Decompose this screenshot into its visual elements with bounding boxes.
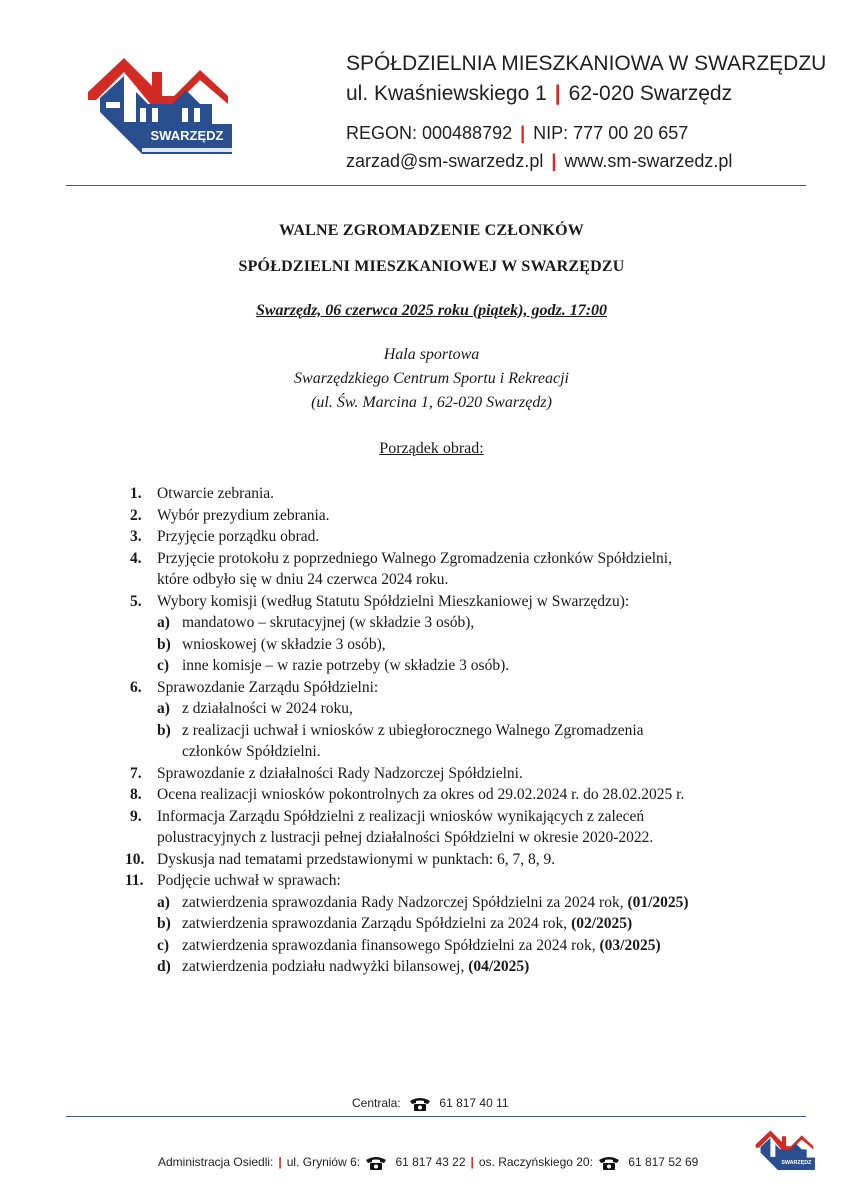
agenda-item <box>0 548 761 591</box>
subitem-text: inne komisje – w razie potrzeby (w składzie 3 osób). <box>182 657 510 674</box>
item-number: 7. <box>130 764 142 782</box>
agenda-subitem <box>0 698 762 720</box>
agenda-subitem <box>0 892 762 914</box>
office-1-address: ul. Gryniów 6: <box>286 1155 361 1170</box>
office-1-phone[interactable]: 61 817 43 22 <box>395 1155 466 1170</box>
title-line-1: WALNE ZGROMADZENIE CZŁONKÓW <box>279 222 584 239</box>
item-text: Ocena realizacji wniosków pokontrolnych za okres od 29.02.2024 r. do 28.02.2025 r. <box>157 786 685 803</box>
agenda-item <box>0 806 761 849</box>
org-registry <box>346 123 688 144</box>
agenda-item <box>0 591 761 613</box>
venue-line-1: Hala sportowa <box>383 346 480 363</box>
subitem-text: z realizacji uchwał i wniosków z ubiegłorocznego Walnego Zgromadzenia <box>182 721 644 739</box>
item-number: 5. <box>130 592 142 610</box>
subitem-text: mandatowo – skrutacyjnej (w składzie 3 osób), <box>182 614 475 631</box>
item-number: 8. <box>130 786 142 803</box>
logo-text: SWARZĘDZ <box>150 128 224 143</box>
resolution-number: (02/2025) <box>571 915 633 932</box>
agenda-subitem <box>0 935 762 957</box>
separator: | <box>470 1155 474 1170</box>
telephone-icon <box>364 1155 388 1171</box>
agenda-item <box>0 870 761 892</box>
item-number: 3. <box>130 528 142 545</box>
agenda-item <box>0 526 761 548</box>
resolution-number: (04/2025) <box>468 958 530 975</box>
subitem-text-continued: członków Spółdzielni. <box>182 743 321 760</box>
item-text: Wybór prezydium zebrania. <box>157 506 330 524</box>
meeting-date: Swarzędz, 06 czerwca 2025 roku (piątek), godz. 17:00 <box>255 302 608 319</box>
item-number: 9. <box>130 807 142 825</box>
item-text-continued: które odbyło się w dniu 24 czerwca 2024 roku. <box>157 571 449 588</box>
centrala-phone[interactable]: 61 817 40 11 <box>439 1096 509 1111</box>
venue-line-3: (ul. Św. Marcina 1, 62-020 Swarzędz) <box>311 394 552 411</box>
admin-label: Administracja Osiedli: <box>158 1155 274 1170</box>
item-text: Sprawozdanie z działalności Rady Nadzorczej Spółdzielni. <box>157 764 523 782</box>
agenda-item <box>0 483 761 505</box>
subitem-letter: d) <box>157 958 171 975</box>
item-number: 1. <box>130 485 142 502</box>
subitem-text: zatwierdzenia podziału nadwyżki bilansowej, <box>182 958 469 975</box>
agenda-list <box>0 483 863 978</box>
item-number: 11. <box>125 872 144 889</box>
agenda-heading: Porządek obrad: <box>379 440 484 457</box>
separator: | <box>278 1155 282 1170</box>
item-text: Przyjęcie protokołu z poprzedniego Walnego Zgromadzenia członków Spółdzielni, <box>157 549 672 567</box>
office-2-phone[interactable]: 61 817 52 69 <box>628 1155 699 1170</box>
nip: NIP: 777 00 20 657 <box>533 123 689 143</box>
subitem-text: zatwierdzenia sprawozdania Rady Nadzorczej Spółdzielni za 2024 rok, <box>182 893 628 911</box>
separator: | <box>520 123 526 143</box>
website-link[interactable]: www.sm-swarzedz.pl <box>564 151 733 171</box>
logo-text: SWARZĘDZ <box>781 1160 812 1167</box>
footer-divider <box>66 1116 806 1117</box>
sm-swarzedz-logo <box>82 52 232 154</box>
footer-centrala <box>352 1096 509 1112</box>
agenda-subitem <box>0 655 762 677</box>
subitem-letter: b) <box>157 721 171 739</box>
item-text: Otwarcie zebrania. <box>157 485 275 502</box>
item-number: 10. <box>125 850 145 868</box>
subitem-letter: b) <box>157 915 171 932</box>
header-divider <box>66 185 806 186</box>
centrala-label: Centrala: <box>352 1096 401 1111</box>
agenda-item <box>0 784 761 806</box>
title-line-2: SPÓŁDZIELNI MIESZKANIOWEJ W SWARZĘDZU <box>238 258 625 275</box>
agenda-subitem <box>0 720 762 763</box>
resolution-number: (01/2025) <box>627 893 689 911</box>
subitem-letter: a) <box>157 893 170 911</box>
org-address <box>346 82 732 106</box>
agenda-subitem <box>0 913 762 935</box>
subitem-text: zatwierdzenia sprawozdania Zarządu Spółdzielni za 2024 rok, <box>182 915 572 932</box>
agenda-item <box>0 677 761 699</box>
subitem-letter: b) <box>157 635 171 653</box>
sm-swarzedz-logo-small <box>753 1128 815 1170</box>
separator: | <box>554 82 561 105</box>
agenda-subitem <box>0 634 762 656</box>
agenda-item <box>0 763 761 785</box>
item-text: Podjęcie uchwał w sprawach: <box>157 872 341 889</box>
footer-administration <box>158 1155 698 1171</box>
subitem-text: wnioskowej (w składzie 3 osób), <box>182 635 386 653</box>
item-number: 4. <box>130 549 142 567</box>
address-postal: 62-020 Swarzędz <box>568 82 733 105</box>
subitem-letter: c) <box>157 936 170 954</box>
office-2-address: os. Raczyńskiego 20: <box>478 1155 593 1170</box>
item-text: Przyjęcie porządku obrad. <box>157 528 320 545</box>
subitem-text: z działalności w 2024 roku, <box>182 700 353 717</box>
separator: | <box>551 151 557 171</box>
item-text: Sprawozdanie Zarządu Spółdzielni: <box>157 678 379 696</box>
subitem-letter: a) <box>157 614 170 631</box>
item-number: 6. <box>130 678 142 696</box>
org-contact <box>346 151 732 172</box>
agenda-subitem <box>0 956 762 978</box>
org-name: SPÓŁDZIELNIA MIESZKANIOWA W SWARZĘDZU <box>346 52 827 75</box>
regon: REGON: 000488792 <box>346 123 513 143</box>
item-text: Dyskusja nad tematami przedstawionymi w punktach: 6, 7, 8, 9. <box>157 850 556 868</box>
subitem-letter: c) <box>157 657 170 674</box>
email-link[interactable]: zarzad@sm-swarzedz.pl <box>346 151 544 171</box>
telephone-icon <box>408 1096 432 1112</box>
agenda-item <box>0 505 761 527</box>
subitem-letter: a) <box>157 700 170 717</box>
item-number: 2. <box>130 506 142 524</box>
agenda-subitem <box>0 612 762 634</box>
resolution-number: (03/2025) <box>599 936 661 954</box>
item-text-continued: polustracyjnych z lustracji pełnej działalności Spółdzielni w okresie 2020-2022. <box>157 829 654 846</box>
venue-line-2: Swarzędzkiego Centrum Sportu i Rekreacji <box>294 370 569 387</box>
telephone-icon <box>597 1155 621 1171</box>
subitem-text: zatwierdzenia sprawozdania finansowego Spółdzielni za 2024 rok, <box>182 936 600 954</box>
item-text: Wybory komisji (według Statutu Spółdzielni Mieszkaniowej w Swarzędzu): <box>157 592 630 610</box>
agenda-item <box>0 849 761 871</box>
item-text: Informacja Zarządu Spółdzielni z realizacji wniosków wynikających z zaleceń <box>157 807 645 825</box>
address-street: ul. Kwaśniewskiego 1 <box>346 82 547 105</box>
